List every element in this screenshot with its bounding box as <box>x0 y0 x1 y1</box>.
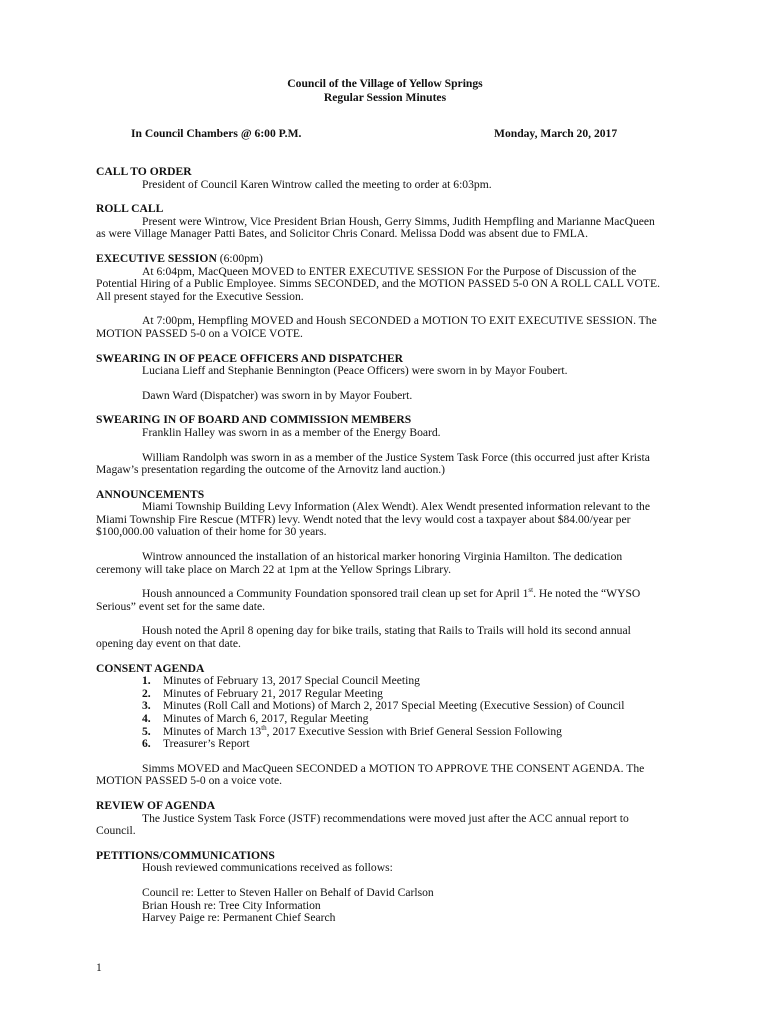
swearing-officers-paragraph-1: Luciana Lieff and Stephanie Bennington (Peace Officers) were sworn in by Mayor Foubert. <box>142 364 568 378</box>
item-number: 4. <box>142 712 151 725</box>
swearing-officers-heading: SWEARING IN OF PEACE OFFICERS AND DISPATCHER <box>96 351 404 365</box>
consent-agenda-item <box>96 738 666 751</box>
ordinal-suffix: st <box>528 586 534 595</box>
item-number: 2. <box>142 686 151 700</box>
petitions-line: Brian Housh re: Tree City Information <box>142 898 321 912</box>
review-agenda-heading: REVIEW OF AGENDA <box>96 798 216 812</box>
item-text-end: , 2017 Executive Session with Brief General Session Following <box>266 724 562 738</box>
call-to-order-heading: CALL TO ORDER <box>96 165 192 178</box>
executive-session-paragraph-1: At 6:04pm, MacQueen MOVED to ENTER EXECUTIVE SESSION For the Purpose of Discussion of the Potential Hiring of a Public Employee. Simms SECONDED, and the MOTION PASSED 5-0 ON A ROLL CALL VOTE. All present stayed for the Executive Session. <box>96 264 660 303</box>
consent-agenda-list <box>96 675 666 751</box>
item-text: Minutes of February 13, 2017 Special Council Meeting <box>163 674 420 688</box>
announcements-paragraph-3 <box>96 588 666 613</box>
consent-agenda-motion: Simms MOVED and MacQueen SECONDED a MOTION TO APPROVE THE CONSENT AGENDA. The MOTION PASSED 5-0 on a voice vote. <box>96 761 645 788</box>
title-line-1: Council of the Village of Yellow Springs <box>287 77 483 90</box>
page-number: 1 <box>96 961 102 974</box>
executive-session-title: EXECUTIVE SESSION <box>96 251 217 265</box>
swearing-board-heading: SWEARING IN OF BOARD AND COMMISSION MEMBERS <box>96 413 412 427</box>
announcements-p3-end: . He noted the “WYSO Serious” event set for the same date. <box>96 587 641 613</box>
meeting-location: In Council Chambers @ 6:00 P.M. <box>131 127 302 140</box>
petitions-line: Harvey Paige re: Permanent Chief Search <box>142 911 336 925</box>
petitions-intro: Housh reviewed communications received as follows: <box>142 861 393 875</box>
petitions-line: Council re: Letter to Steven Haller on Behalf of David Carlson <box>142 885 434 899</box>
ordinal-suffix: th <box>261 723 267 732</box>
executive-session-paragraph-2: At 7:00pm, Hempfling MOVED and Housh SECONDED a MOTION TO EXIT EXECUTIVE SESSION. The MOTION PASSED 5-0 on a VOICE VOTE. <box>96 314 657 340</box>
petitions-heading: PETITIONS/COMMUNICATIONS <box>96 848 275 862</box>
item-number: 1. <box>142 674 151 688</box>
announcements-paragraph-1: Miami Township Building Levy Information (Alex Wendt). Alex Wendt presented information relevant to the Miami Township Fire Rescue (MTFR) levy. Wendt noted that the levy would cost a taxpayer about $84.00/year per $100,000.00 valuation of their home for 30 years. <box>96 500 650 539</box>
consent-agenda-heading: CONSENT AGENDA <box>96 661 205 675</box>
item-number: 5. <box>142 724 151 738</box>
minutes-body <box>96 166 666 925</box>
roll-call-text: Present were Wintrow, Vice President Brian Housh, Gerry Simms, Judith Hempfling and Marianne MacQueen as were Village Manager Patti Bates, and Solicitor Chris Conard. Melissa Dodd was absent due to FMLA. <box>96 214 655 241</box>
announcements-p3-start: Housh announced a Community Foundation sponsored trail clean up set for April 1 <box>142 587 529 601</box>
swearing-board-paragraph-2: William Randolph was sworn in as a member of the Justice System Task Force (this occurred just after Krista Magaw’s presentation regarding the outcome of the Arnovitz land auction.) <box>96 450 650 477</box>
item-text: Minutes of March 6, 2017, Regular Meeting <box>163 712 369 725</box>
title-line-2: Regular Session Minutes <box>323 91 447 104</box>
executive-session-heading <box>96 253 666 266</box>
roll-call-heading: ROLL CALL <box>96 202 164 216</box>
item-text: Treasurer’s Report <box>163 737 250 751</box>
call-to-order-text: President of Council Karen Wintrow called the meeting to order at 6:03pm. <box>142 177 492 191</box>
review-agenda-text: The Justice System Task Force (JSTF) recommendations were moved just after the ACC annual report to Council. <box>96 811 629 838</box>
meeting-date: Monday, March 20, 2017 <box>494 127 618 140</box>
announcements-paragraph-4: Housh noted the April 8 opening day for bike trails, stating that Rails to Trails will hold its second annual opening day event on that date. <box>96 624 631 651</box>
item-number: 6. <box>142 737 151 751</box>
swearing-board-paragraph-1: Franklin Halley was sworn in as a member of the Energy Board. <box>142 425 441 439</box>
item-number: 3. <box>142 699 151 713</box>
executive-session-time: (6:00pm) <box>219 251 263 265</box>
swearing-officers-paragraph-2: Dawn Ward (Dispatcher) was sworn in by Mayor Foubert. <box>142 388 413 402</box>
item-text-start: Minutes of March 13 <box>163 724 262 738</box>
announcements-heading: ANNOUNCEMENTS <box>96 487 205 501</box>
item-text: Minutes (Roll Call and Motions) of March 2, 2017 Special Meeting (Executive Session) of Council <box>163 699 625 713</box>
document-title <box>0 77 770 105</box>
announcements-paragraph-2: Wintrow announced the installation of an historical marker honoring Virginia Hamilton. The dedication ceremony will take place on March 22 at 1pm at the Yellow Springs Library. <box>96 550 623 576</box>
item-text: Minutes of February 21, 2017 Regular Meeting <box>163 686 383 700</box>
